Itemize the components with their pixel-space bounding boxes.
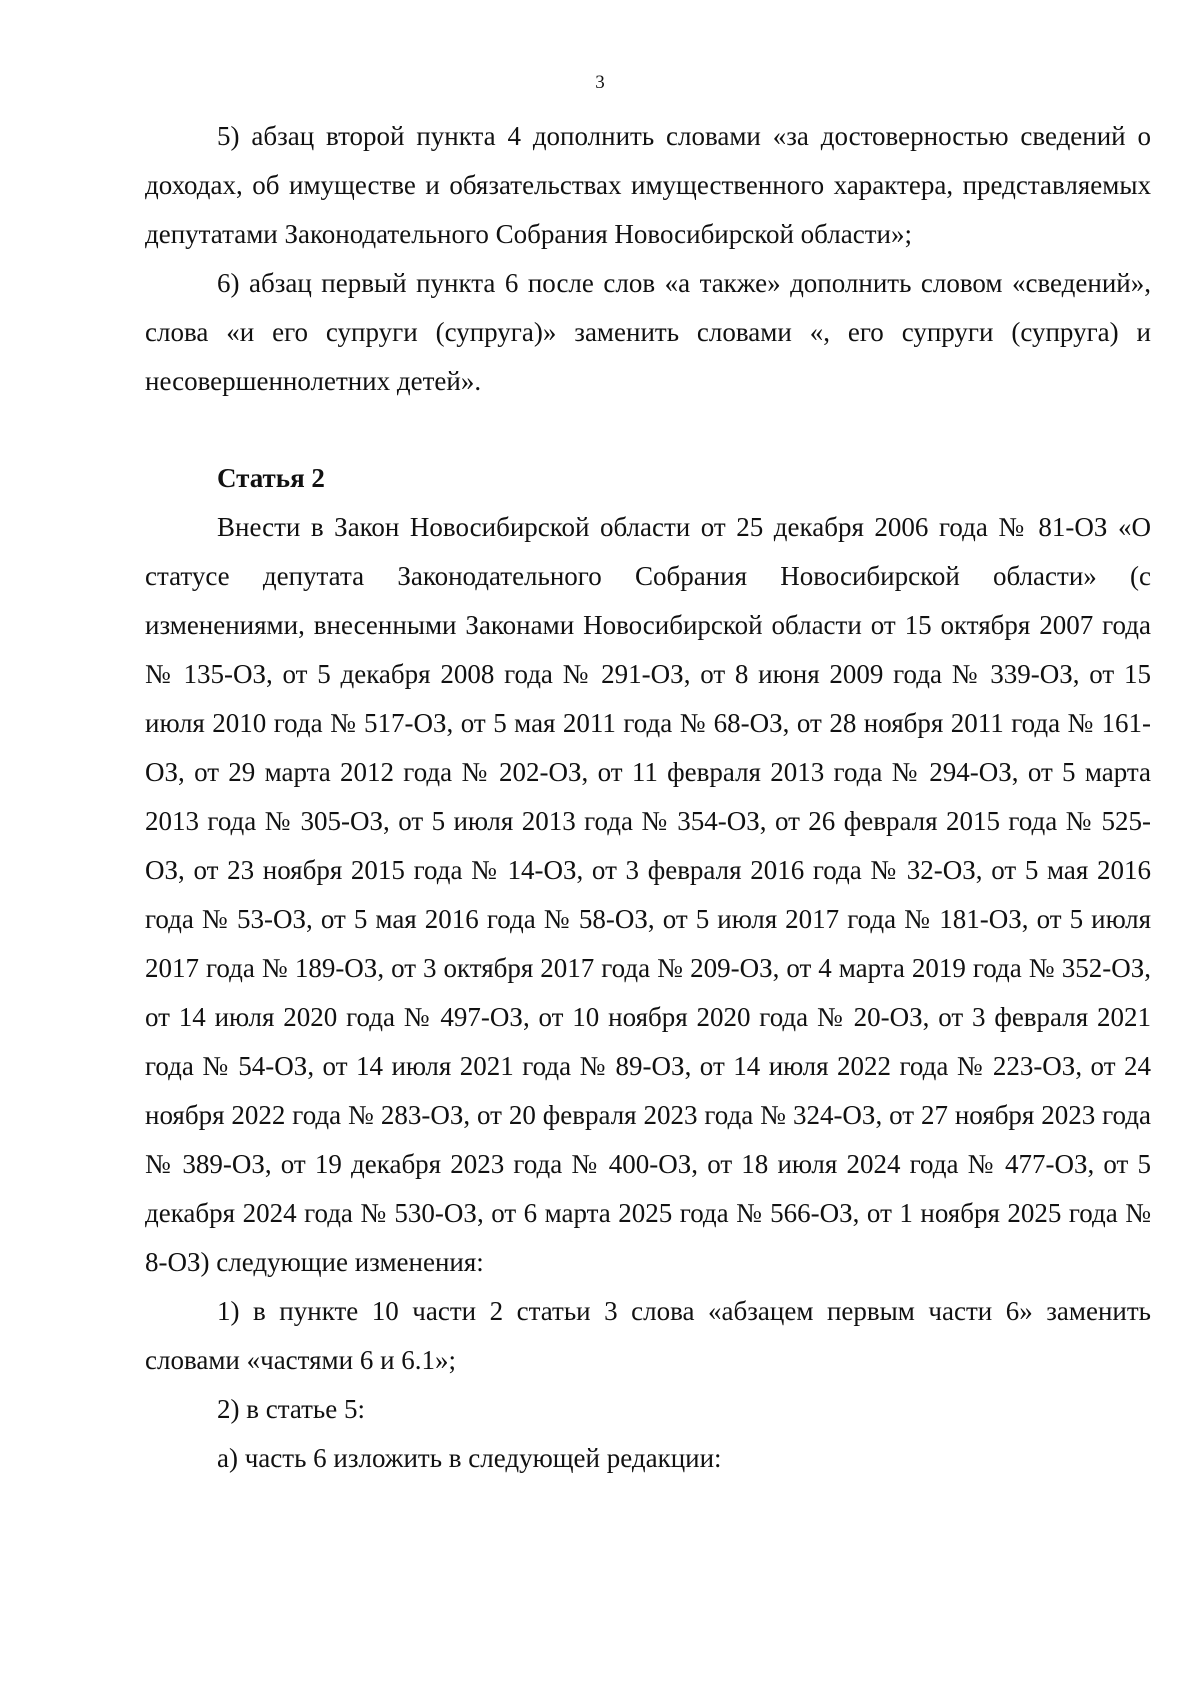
amendment-item-2: 2) в статье 5: — [217, 1394, 365, 1424]
paragraph-item-5: 5) абзац второй пункта 4 дополнить словами «за достоверностью сведений о доходах, об имуществе и обязательствах имущественного характера, представляемых депутатами Законодательного Собрания Новосибирской области»; — [145, 121, 1151, 249]
document-body — [145, 112, 1151, 1483]
amendment-item-1: 1) в пункте 10 части 2 статьи 3 слова «абзацем первым части 6» заменить словами «частями 6 и 6.1»; — [145, 1296, 1151, 1375]
paragraph-item-6: 6) абзац первый пункта 6 после слов «а также» дополнить словом «сведений», слова «и его супруги (супруга)» заменить словами «, его супруги (супруга) и несовершеннолетних детей». — [145, 268, 1151, 396]
page-number: 3 — [595, 72, 605, 93]
article-heading: Статья 2 — [217, 463, 325, 493]
amendment-subitem-a: а) часть 6 изложить в следующей редакции: — [217, 1443, 722, 1473]
article-intro-paragraph: Внести в Закон Новосибирской области от 25 декабря 2006 года № 81-ОЗ «О статусе депутата Законодательного Собрания Новосибирской области» (с изменениями, внесенными Законами Новосибирской области от 15 октября 2007 года № 135-ОЗ, от 5 декабря 2008 года № 291-ОЗ, от 8 июня 2009 года № 339-ОЗ, от 15 июля 2010 года № 517-ОЗ, от 5 мая 2011 года № 68-ОЗ, от 28 ноября 2011 года № 161-ОЗ, от 29 марта 2012 года № 202-ОЗ, от 11 февраля 2013 года № 294-ОЗ, от 5 марта 2013 года № 305-ОЗ, от 5 июля 2013 года № 354-ОЗ, от 26 февраля 2015 года № 525-ОЗ, от 23 ноября 2015 года № 14-ОЗ, от 3 февраля 2016 года № 32-ОЗ, от 5 мая 2016 года № 53-ОЗ, от 5 мая 2016 года № 58-ОЗ, от 5 июля 2017 года № 181-ОЗ, от 5 июля 2017 года № 189-ОЗ, от 3 октября 2017 года № 209-ОЗ, от 4 марта 2019 года № 352-ОЗ, от 14 июля 2020 года № 497-ОЗ, от 10 ноября 2020 года № 20-ОЗ, от 3 февраля 2021 года № 54-ОЗ, от 14 июля 2021 года № 89-ОЗ, от 14 июля 2022 года № 223-ОЗ, от 24 ноября 2022 года № 283-ОЗ, от 20 февраля 2023 года № 324-ОЗ, от 27 ноября 2023 года № 389-ОЗ, от 19 декабря 2023 года № 400-ОЗ, от 18 июля 2024 года № 477-ОЗ, от 5 декабря 2024 года № 530-ОЗ, от 6 марта 2025 года № 566-ОЗ, от 1 ноября 2025 года № 8-ОЗ) следующие изменения: — [145, 512, 1151, 1277]
